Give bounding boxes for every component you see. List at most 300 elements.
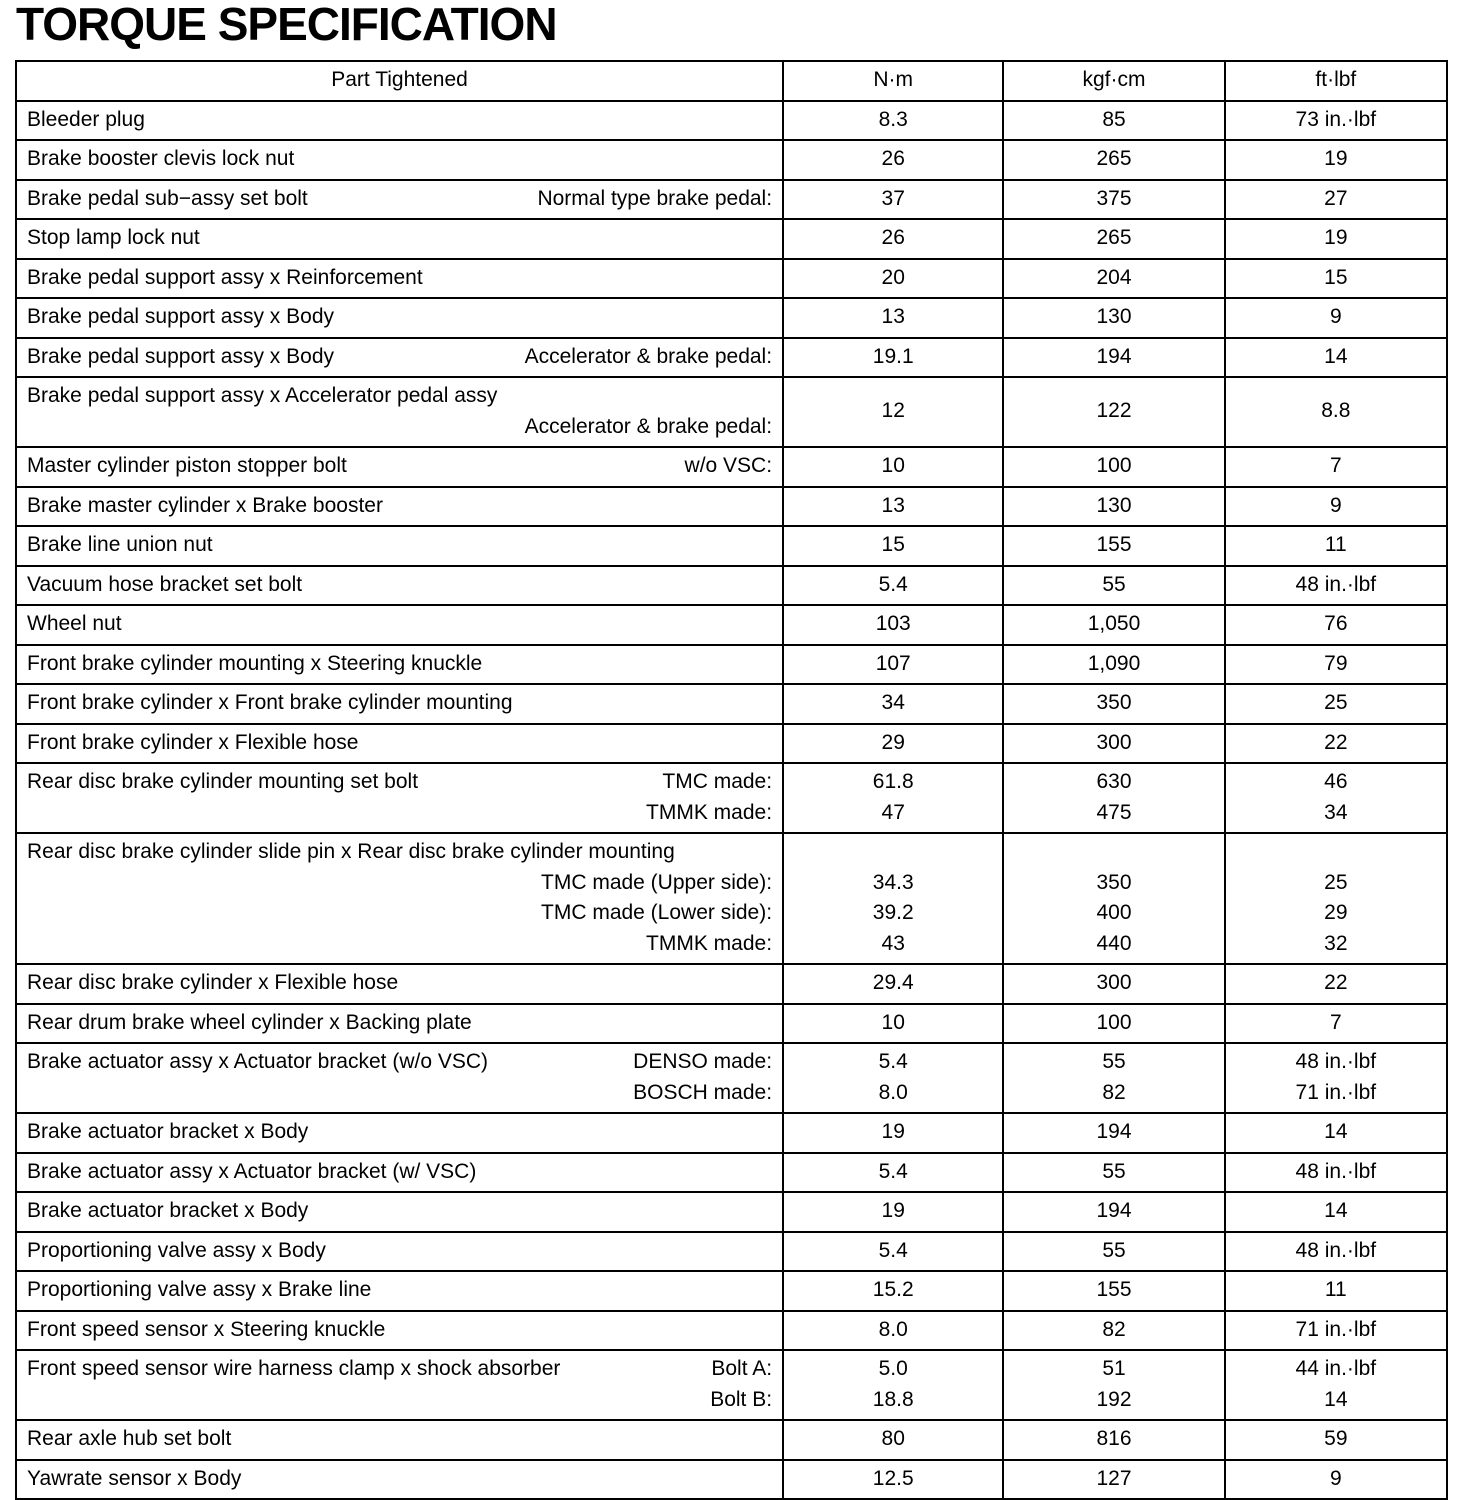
table-row [16,684,1447,724]
nm-value: 26 [881,226,905,249]
condition-line [27,868,772,899]
kgf-cm-value: 130 [1096,305,1132,328]
part-name: Front speed sensor wire harness clamp x shock absorber [27,1357,561,1380]
ft-lbf-cell [1225,101,1447,141]
kgf-cm-value: 82 [1102,1080,1126,1104]
kgf-cm-value: 127 [1096,1466,1132,1490]
part-cell [16,1004,783,1044]
part-line [27,184,772,215]
nm-value: 19.1 [872,344,914,368]
part-cell [16,259,783,299]
part-name: Brake actuator assy x Actuator bracket (w/ VSC) [27,1159,477,1183]
ft-lbf-value: 71 in.·lbf [1295,1317,1377,1341]
ft-lbf-value: 48 in.·lbf [1295,1238,1377,1262]
ft-lbf-value: 19 [1324,226,1348,249]
nm-cell [783,140,1003,180]
nm-value: 61.8 [872,770,914,793]
ft-lbf-cell [1225,645,1447,685]
kgf-cm-value: 350 [1096,691,1132,714]
kgf-cm-value: 100 [1096,1010,1132,1034]
table-row [16,833,1447,964]
part-name: Front brake cylinder x Flexible hose [27,730,359,754]
table-row [16,1192,1447,1232]
table-row [16,1460,1447,1500]
part-name: Front speed sensor x Steering knuckle [27,1317,386,1341]
ft-lbf-value: 11 [1324,533,1347,556]
part-cell [16,605,783,645]
nm-cell [783,605,1003,645]
condition-label: TMC made: [662,770,773,793]
nm-value: 15.2 [872,1278,914,1301]
nm-value: 26 [881,147,905,170]
table-body [16,101,1447,1500]
ft-lbf-value: 32 [1324,931,1348,955]
ft-lbf-cell [1225,1043,1447,1113]
part-line [27,570,772,601]
ft-lbf-value: 48 in.·lbf [1295,1050,1377,1073]
table-header-row [16,61,1447,101]
part-cell [16,526,783,566]
part-line [27,728,772,759]
kgf-cm-value: 130 [1096,493,1132,517]
table-row [16,605,1447,645]
part-name: Brake booster clevis lock nut [27,147,295,170]
part-name: Rear disc brake cylinder slide pin x Rear disc brake cylinder mounting [27,840,675,863]
kgf-cm-cell [1003,964,1224,1004]
ft-lbf-cell [1225,566,1447,606]
nm-cell [783,259,1003,299]
nm-cell [783,724,1003,764]
kgf-cm-cell [1003,101,1224,141]
table-row [16,724,1447,764]
part-cell [16,1460,783,1500]
ft-lbf-value: 22 [1324,971,1348,994]
table-row [16,101,1447,141]
kgf-cm-value: 300 [1096,730,1132,754]
part-line [27,1424,772,1455]
page-title: TORQUE SPECIFICATION [16,0,557,50]
table-row [16,1004,1447,1044]
part-line [27,968,772,999]
kgf-cm-cell [1003,1113,1224,1153]
nm-cell [783,1271,1003,1311]
part-cell [16,724,783,764]
ft-lbf-value: 25 [1324,870,1348,894]
ft-lbf-value: 73 in.·lbf [1295,107,1377,131]
ft-lbf-value: 19 [1324,147,1348,170]
kgf-cm-cell [1003,1004,1224,1044]
header-part-tightened: Part Tightened [16,61,783,101]
nm-cell [783,1420,1003,1460]
ft-lbf-value: 71 in.·lbf [1295,1080,1377,1104]
nm-cell [783,338,1003,378]
part-name: Brake actuator assy x Actuator bracket (w/o VSC) [27,1050,489,1073]
part-cell [16,566,783,606]
torque-spec-table [15,60,1448,1500]
ft-lbf-cell [1225,1004,1447,1044]
kgf-cm-value: 192 [1096,1387,1132,1411]
part-name: Brake pedal support assy x Accelerator pedal assy [27,384,498,407]
ft-lbf-value: 15 [1324,265,1348,289]
part-name: Front brake cylinder x Front brake cylinder mounting [27,691,513,714]
ft-lbf-cell [1225,487,1447,527]
table-row [16,338,1447,378]
nm-cell [783,1004,1003,1044]
part-line [27,223,772,254]
kgf-cm-cell [1003,1153,1224,1193]
part-cell [16,645,783,685]
ft-lbf-value: 48 in.·lbf [1295,572,1377,596]
part-cell [16,219,783,259]
kgf-cm-cell [1003,1192,1224,1232]
ft-lbf-value: 29 [1324,901,1348,924]
table-row [16,763,1447,833]
ft-lbf-cell [1225,447,1447,487]
part-cell [16,684,783,724]
kgf-cm-cell [1003,1043,1224,1113]
nm-value: 29.4 [872,971,914,994]
ft-lbf-value: 7 [1329,1010,1342,1034]
ft-lbf-value: 8.8 [1321,399,1351,423]
nm-value: 19 [881,1120,905,1143]
kgf-cm-cell [1003,259,1224,299]
ft-lbf-cell [1225,1113,1447,1153]
part-cell [16,377,783,447]
part-line [27,1315,772,1346]
kgf-cm-value: 82 [1102,1317,1126,1341]
nm-cell [783,1232,1003,1272]
part-line [27,105,772,136]
kgf-cm-value: 816 [1096,1427,1132,1450]
nm-cell [783,1153,1003,1193]
part-line [27,1354,772,1385]
part-cell [16,1113,783,1153]
ft-lbf-cell [1225,684,1447,724]
kgf-cm-cell [1003,684,1224,724]
kgf-cm-value: 194 [1096,1199,1132,1222]
condition-line [27,1385,772,1416]
nm-cell [783,964,1003,1004]
ft-lbf-cell [1225,377,1447,447]
part-name: Brake pedal sub−assy set bolt [27,186,308,210]
part-line [27,1047,772,1078]
kgf-cm-cell [1003,447,1224,487]
kgf-cm-value: 400 [1096,901,1132,924]
nm-cell [783,447,1003,487]
part-name: Rear disc brake cylinder x Flexible hose [27,971,399,994]
part-name: Front brake cylinder mounting x Steering knuckle [27,651,483,675]
nm-value: 8.0 [878,1080,908,1104]
kgf-cm-value: 55 [1102,1238,1126,1262]
condition-label: BOSCH made: [633,1080,773,1104]
nm-value: 13 [881,493,905,517]
ft-lbf-cell [1225,833,1447,964]
nm-value: 8.3 [878,107,908,131]
kgf-cm-cell [1003,487,1224,527]
part-cell [16,1350,783,1420]
ft-lbf-value: 79 [1324,651,1348,675]
nm-value: 15 [881,533,905,556]
kgf-cm-cell [1003,645,1224,685]
table-row [16,487,1447,527]
table-row [16,259,1447,299]
kgf-cm-value: 55 [1102,1050,1126,1073]
part-line [27,381,772,412]
part-line [27,491,772,522]
ft-lbf-value: 22 [1324,730,1348,754]
table-row [16,1043,1447,1113]
part-name: Rear drum brake wheel cylinder x Backing plate [27,1010,472,1034]
table-row [16,1350,1447,1420]
nm-value: 12.5 [872,1466,914,1490]
nm-value: 80 [881,1427,905,1450]
nm-cell [783,219,1003,259]
part-line [27,451,772,482]
part-name: Stop lamp lock nut [27,226,200,249]
condition-line [27,798,772,829]
ft-lbf-value: 48 in.·lbf [1295,1159,1377,1183]
kgf-cm-cell [1003,763,1224,833]
part-name: Proportioning valve assy x Body [27,1238,326,1262]
nm-value: 8.0 [878,1317,908,1341]
kgf-cm-value: 265 [1096,226,1132,249]
table-row [16,1420,1447,1460]
ft-lbf-cell [1225,1311,1447,1351]
part-cell [16,338,783,378]
nm-cell [783,180,1003,220]
table-row [16,566,1447,606]
part-line [27,609,772,640]
part-name: Yawrate sensor x Body [27,1466,242,1490]
kgf-cm-value: 122 [1096,399,1132,423]
nm-value: 34.3 [872,870,914,894]
nm-value: 5.4 [878,1159,908,1183]
kgf-cm-cell [1003,219,1224,259]
part-cell [16,1271,783,1311]
part-line [27,1008,772,1039]
table-row [16,1232,1447,1272]
kgf-cm-cell [1003,605,1224,645]
ft-lbf-cell [1225,180,1447,220]
condition-label: TMMK made: [646,800,773,824]
nm-cell [783,684,1003,724]
nm-value: 103 [875,612,911,635]
part-line [27,767,772,798]
table-row [16,377,1447,447]
part-name: Rear axle hub set bolt [27,1427,232,1450]
spacer [1014,837,1213,868]
kgf-cm-value: 475 [1096,800,1132,824]
part-cell [16,1232,783,1272]
part-cell [16,833,783,964]
nm-cell [783,101,1003,141]
table-row [16,219,1447,259]
ft-lbf-cell [1225,605,1447,645]
nm-value: 19 [881,1199,905,1222]
nm-cell [783,763,1003,833]
kgf-cm-cell [1003,1460,1224,1500]
part-name: Wheel nut [27,612,122,635]
ft-lbf-cell [1225,1350,1447,1420]
table-row [16,447,1447,487]
nm-cell [783,487,1003,527]
ft-lbf-value: 59 [1324,1427,1348,1450]
condition-line [27,898,772,929]
nm-cell [783,1350,1003,1420]
kgf-cm-value: 265 [1096,147,1132,170]
part-line [27,837,772,868]
kgf-cm-value: 1,050 [1087,612,1141,635]
part-name: Rear disc brake cylinder mounting set bolt [27,770,419,793]
nm-value: 34 [881,691,905,714]
part-line [27,1275,772,1306]
kgf-cm-value: 85 [1102,107,1126,131]
ft-lbf-cell [1225,1460,1447,1500]
table-row [16,140,1447,180]
ft-lbf-cell [1225,1153,1447,1193]
ft-lbf-cell [1225,298,1447,338]
part-line [27,1196,772,1227]
kgf-cm-value: 55 [1102,572,1126,596]
header-kgf-cm: kgf·cm [1003,61,1224,101]
nm-value: 20 [881,265,905,289]
part-cell [16,1420,783,1460]
table-row [16,964,1447,1004]
condition-line [27,412,772,443]
nm-cell [783,1043,1003,1113]
part-name: Brake pedal support assy x Reinforcement [27,265,423,289]
nm-cell [783,1192,1003,1232]
part-cell [16,1043,783,1113]
kgf-cm-cell [1003,338,1224,378]
ft-lbf-cell [1225,140,1447,180]
kgf-cm-value: 204 [1096,265,1132,289]
ft-lbf-cell [1225,1271,1447,1311]
ft-lbf-value: 14 [1324,1387,1348,1411]
part-cell [16,298,783,338]
nm-value: 29 [881,730,905,754]
part-name: Brake actuator bracket x Body [27,1199,309,1222]
table-row [16,526,1447,566]
part-line [27,688,772,719]
nm-value: 39.2 [872,901,914,924]
kgf-cm-value: 1,090 [1087,651,1141,675]
kgf-cm-value: 55 [1102,1159,1126,1183]
kgf-cm-value: 100 [1096,454,1132,477]
condition-label: w/o VSC: [684,454,773,477]
header-ft-lbf: ft·lbf [1225,61,1447,101]
nm-value: 43 [881,931,905,955]
ft-lbf-value: 14 [1324,1199,1348,1222]
ft-lbf-value: 44 in.·lbf [1295,1357,1377,1380]
part-cell [16,1311,783,1351]
table-row [16,1311,1447,1351]
ft-lbf-value: 27 [1324,186,1348,210]
ft-lbf-value: 9 [1329,305,1342,328]
ft-lbf-cell [1225,763,1447,833]
ft-lbf-cell [1225,338,1447,378]
part-line [27,342,772,373]
nm-value: 10 [881,454,905,477]
nm-cell [783,1460,1003,1500]
spacer [794,837,992,868]
table-row [16,298,1447,338]
kgf-cm-cell [1003,140,1224,180]
ft-lbf-cell [1225,724,1447,764]
spacer [1236,837,1436,868]
table-row [16,1153,1447,1193]
nm-cell [783,298,1003,338]
kgf-cm-value: 194 [1096,344,1132,368]
nm-cell [783,1113,1003,1153]
table-row [16,645,1447,685]
nm-value: 5.4 [878,1050,908,1073]
part-name: Vacuum hose bracket set bolt [27,572,303,596]
part-line [27,1157,772,1188]
ft-lbf-value: 14 [1324,344,1348,368]
part-line [27,649,772,680]
kgf-cm-value: 350 [1096,870,1132,894]
nm-cell [783,526,1003,566]
ft-lbf-cell [1225,1192,1447,1232]
kgf-cm-value: 300 [1096,971,1132,994]
ft-lbf-cell [1225,259,1447,299]
kgf-cm-cell [1003,724,1224,764]
condition-label: Accelerator & brake pedal: [524,414,773,438]
kgf-cm-value: 375 [1096,186,1132,210]
kgf-cm-value: 440 [1096,931,1132,955]
part-line [27,1236,772,1267]
kgf-cm-cell [1003,526,1224,566]
nm-cell [783,1311,1003,1351]
part-cell [16,964,783,1004]
ft-lbf-value: 25 [1324,691,1348,714]
condition-label: Normal type brake pedal: [537,186,773,210]
ft-lbf-cell [1225,964,1447,1004]
part-name: Brake actuator bracket x Body [27,1120,309,1143]
ft-lbf-value: 34 [1324,800,1348,824]
ft-lbf-cell [1225,1420,1447,1460]
kgf-cm-cell [1003,180,1224,220]
kgf-cm-cell [1003,1420,1224,1460]
condition-label: TMMK made: [646,931,773,955]
part-cell [16,1192,783,1232]
kgf-cm-value: 155 [1096,1278,1132,1301]
table-row [16,1271,1447,1311]
ft-lbf-value: 7 [1329,454,1342,477]
ft-lbf-value: 9 [1329,1466,1342,1490]
ft-lbf-value: 46 [1324,770,1348,793]
condition-label: Bolt B: [710,1387,773,1411]
part-cell [16,180,783,220]
condition-label: TMC made (Lower side): [541,901,773,924]
part-cell [16,763,783,833]
kgf-cm-cell [1003,566,1224,606]
nm-value: 18.8 [872,1387,914,1411]
kgf-cm-cell [1003,1271,1224,1311]
part-name: Brake line union nut [27,533,213,556]
condition-label: Bolt A: [711,1357,773,1380]
kgf-cm-value: 51 [1102,1357,1126,1380]
part-line [27,263,772,294]
kgf-cm-cell [1003,1311,1224,1351]
ft-lbf-value: 14 [1324,1120,1348,1143]
part-cell [16,101,783,141]
part-line [27,530,772,561]
nm-value: 5.4 [878,572,908,596]
part-cell [16,1153,783,1193]
part-line [27,144,772,175]
